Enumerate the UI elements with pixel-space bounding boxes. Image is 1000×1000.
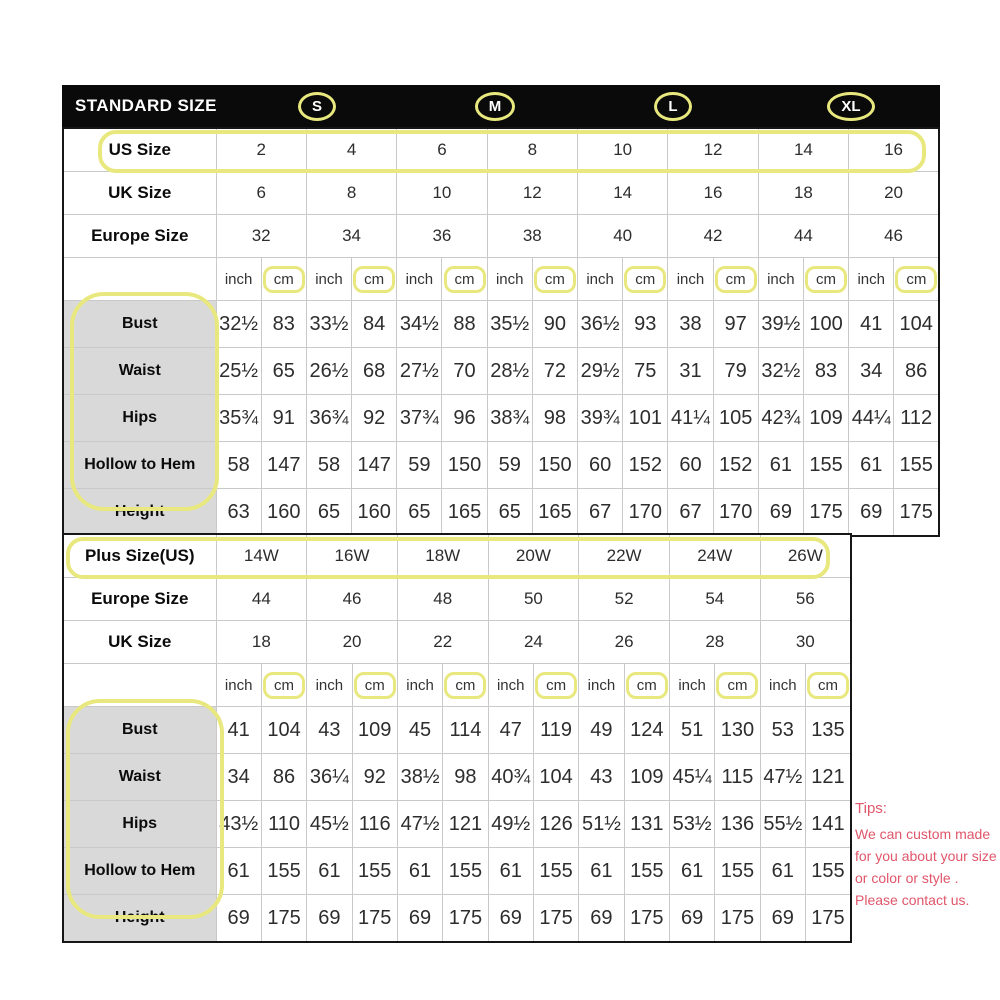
tips-line: or color or style . [855, 870, 959, 886]
measurement-value-cell: 40¾ [488, 754, 533, 801]
size-value-cell: 56 [760, 578, 851, 621]
measurement-value-cell: 36¾ [306, 395, 351, 442]
cm-header-cell [443, 664, 488, 707]
inch-header-cell: inch [397, 258, 442, 301]
measurement-value-cell: 58 [306, 442, 351, 489]
size-value-cell: 44 [758, 215, 848, 258]
tips-line: Please contact us. [855, 892, 970, 908]
inch-header-cell: inch [760, 664, 805, 707]
measurement-value-cell: 34 [216, 754, 261, 801]
measurement-value-cell: 41 [216, 707, 261, 754]
measurement-value-cell: 124 [624, 707, 669, 754]
inch-header-cell: inch [578, 258, 623, 301]
size-value-cell: 32 [216, 215, 306, 258]
size-row [63, 172, 939, 215]
measurement-value-cell: 114 [443, 707, 488, 754]
cm-header-cell [715, 664, 760, 707]
measure-row [63, 895, 851, 943]
row-label: UK Size [63, 621, 216, 664]
size-value-cell: 36 [397, 215, 487, 258]
size-value-cell: 38 [487, 215, 577, 258]
measurement-value-cell: 83 [261, 301, 306, 348]
measurement-value-cell: 121 [443, 801, 488, 848]
measure-row [63, 707, 851, 754]
measurement-value-cell: 61 [216, 848, 261, 895]
measurement-value-cell: 170 [713, 489, 758, 537]
size-group-s [228, 92, 406, 121]
size-letter-oval: XL [827, 92, 874, 121]
standard-size-header-bar [62, 85, 940, 127]
unit-row-empty-label [63, 664, 216, 707]
measurement-value-cell: 34 [849, 348, 894, 395]
measurement-label: Waist [63, 754, 216, 801]
measurement-value-cell: 91 [261, 395, 306, 442]
measurement-value-cell: 155 [443, 848, 488, 895]
measurement-value-cell: 43 [307, 707, 352, 754]
size-value-cell: 20W [488, 534, 579, 578]
measurement-label: Hips [63, 395, 216, 442]
size-value-cell: 16 [849, 128, 939, 172]
size-value-cell: 46 [307, 578, 398, 621]
unit-row [63, 258, 939, 301]
cm-highlight-box: cm [895, 266, 937, 293]
measurement-value-cell: 152 [713, 442, 758, 489]
measurement-value-cell: 43½ [216, 801, 261, 848]
size-value-cell: 20 [849, 172, 939, 215]
measurement-value-cell: 92 [352, 754, 397, 801]
standard-size-table [62, 85, 940, 537]
measurement-value-cell: 100 [803, 301, 848, 348]
size-value-cell: 14 [758, 128, 848, 172]
measurement-value-cell: 170 [623, 489, 668, 537]
measurement-value-cell: 109 [352, 707, 397, 754]
measurement-value-cell: 69 [758, 489, 803, 537]
inch-header-cell: inch [487, 258, 532, 301]
measurement-value-cell: 86 [261, 754, 306, 801]
measurement-value-cell: 69 [849, 489, 894, 537]
size-value-cell: 54 [669, 578, 760, 621]
size-value-cell: 30 [760, 621, 851, 664]
measurement-value-cell: 61 [579, 848, 624, 895]
measurement-value-cell: 69 [307, 895, 352, 943]
cm-highlight-box: cm [626, 672, 668, 699]
cm-header-cell [894, 258, 939, 301]
measurement-value-cell: 88 [442, 301, 487, 348]
cm-highlight-box: cm [444, 266, 486, 293]
cm-header-cell [532, 258, 577, 301]
measurement-value-cell: 175 [803, 489, 848, 537]
measurement-value-cell: 86 [894, 348, 939, 395]
measurement-value-cell: 75 [623, 348, 668, 395]
measurement-value-cell: 61 [397, 848, 442, 895]
measurement-value-cell: 47½ [760, 754, 805, 801]
measurement-value-cell: 69 [488, 895, 533, 943]
measurement-label: Hips [63, 801, 216, 848]
size-value-cell: 18 [758, 172, 848, 215]
row-label: Europe Size [63, 215, 216, 258]
measure-row [63, 442, 939, 489]
measurement-value-cell: 97 [713, 301, 758, 348]
measurement-value-cell: 55½ [760, 801, 805, 848]
measurement-value-cell: 35¾ [216, 395, 261, 442]
size-row [63, 621, 851, 664]
measurement-value-cell: 69 [216, 895, 261, 943]
measurement-value-cell: 32½ [216, 301, 261, 348]
size-value-cell: 26 [579, 621, 670, 664]
measurement-value-cell: 45 [397, 707, 442, 754]
measurement-label: Bust [63, 301, 216, 348]
measurement-value-cell: 26½ [306, 348, 351, 395]
size-value-cell: 16W [307, 534, 398, 578]
cm-highlight-box: cm [263, 266, 305, 293]
cm-header-cell [713, 258, 758, 301]
size-value-cell: 14 [578, 172, 668, 215]
cm-highlight-box: cm [535, 672, 577, 699]
size-value-cell: 52 [579, 578, 670, 621]
size-value-cell: 24 [488, 621, 579, 664]
measurement-value-cell: 61 [669, 848, 714, 895]
plus-size-table [62, 533, 852, 943]
measurement-value-cell: 121 [805, 754, 851, 801]
measurement-value-cell: 53½ [669, 801, 714, 848]
row-label: UK Size [63, 172, 216, 215]
measure-row [63, 348, 939, 395]
measurement-value-cell: 83 [803, 348, 848, 395]
measurement-value-cell: 155 [624, 848, 669, 895]
measurement-value-cell: 72 [532, 348, 577, 395]
measurement-value-cell: 69 [579, 895, 624, 943]
measurement-label: Hollow to Hem [63, 848, 216, 895]
measurement-value-cell: 79 [713, 348, 758, 395]
measurement-value-cell: 98 [532, 395, 577, 442]
measurement-value-cell: 60 [578, 442, 623, 489]
inch-header-cell: inch [307, 664, 352, 707]
cm-header-cell [803, 258, 848, 301]
size-value-cell: 16 [668, 172, 758, 215]
size-value-cell: 22 [397, 621, 488, 664]
measurement-value-cell: 61 [307, 848, 352, 895]
size-value-cell: 40 [578, 215, 668, 258]
size-value-cell: 20 [307, 621, 398, 664]
measurement-value-cell: 150 [532, 442, 577, 489]
size-value-cell: 8 [487, 128, 577, 172]
measurement-value-cell: 165 [532, 489, 577, 537]
measurement-value-cell: 175 [624, 895, 669, 943]
size-letter-oval: L [654, 92, 691, 121]
measurement-value-cell: 96 [442, 395, 487, 442]
measurement-value-cell: 39¾ [578, 395, 623, 442]
size-row [63, 215, 939, 258]
row-label: Plus Size(US) [63, 534, 216, 578]
size-value-cell: 34 [306, 215, 396, 258]
measurement-value-cell: 68 [352, 348, 397, 395]
size-value-cell: 12 [668, 128, 758, 172]
measurement-value-cell: 67 [668, 489, 713, 537]
cm-header-cell [261, 664, 306, 707]
size-value-cell: 48 [397, 578, 488, 621]
measurement-value-cell: 131 [624, 801, 669, 848]
inch-header-cell: inch [849, 258, 894, 301]
size-value-cell: 22W [579, 534, 670, 578]
measurement-value-cell: 84 [352, 301, 397, 348]
cm-header-cell [442, 258, 487, 301]
measurement-value-cell: 36¼ [307, 754, 352, 801]
measurement-value-cell: 175 [894, 489, 939, 537]
measurement-value-cell: 61 [488, 848, 533, 895]
measurement-value-cell: 93 [623, 301, 668, 348]
measure-row [63, 395, 939, 442]
measurement-value-cell: 65 [397, 489, 442, 537]
measurement-value-cell: 63 [216, 489, 261, 537]
measurement-value-cell: 65 [487, 489, 532, 537]
measurement-value-cell: 112 [894, 395, 939, 442]
measurement-value-cell: 175 [715, 895, 760, 943]
cm-highlight-box: cm [805, 266, 847, 293]
size-row [63, 578, 851, 621]
measurement-value-cell: 152 [623, 442, 668, 489]
inch-header-cell: inch [397, 664, 442, 707]
measure-row [63, 754, 851, 801]
measurement-value-cell: 69 [760, 895, 805, 943]
measurement-value-cell: 58 [216, 442, 261, 489]
measurement-value-cell: 92 [352, 395, 397, 442]
cm-header-cell [352, 664, 397, 707]
cm-header-cell [624, 664, 669, 707]
cm-header-cell [533, 664, 578, 707]
measurement-value-cell: 34½ [397, 301, 442, 348]
size-value-cell: 12 [487, 172, 577, 215]
measurement-value-cell: 109 [803, 395, 848, 442]
size-group-l [584, 92, 762, 121]
cm-highlight-box: cm [263, 672, 305, 699]
measurement-value-cell: 135 [805, 707, 851, 754]
unit-row [63, 664, 851, 707]
plus-size-grid [62, 533, 852, 943]
measurement-value-cell: 104 [894, 301, 939, 348]
measurement-value-cell: 59 [487, 442, 532, 489]
measurement-value-cell: 27½ [397, 348, 442, 395]
cm-highlight-box: cm [354, 672, 396, 699]
size-value-cell: 26W [760, 534, 851, 578]
measurement-value-cell: 90 [532, 301, 577, 348]
measurement-value-cell: 160 [261, 489, 306, 537]
measurement-value-cell: 104 [533, 754, 578, 801]
cm-highlight-box: cm [353, 266, 395, 293]
measurement-value-cell: 25½ [216, 348, 261, 395]
measurement-value-cell: 38½ [397, 754, 442, 801]
measure-row [63, 489, 939, 537]
cm-header-cell [261, 258, 306, 301]
measurement-value-cell: 119 [533, 707, 578, 754]
cm-highlight-box: cm [624, 266, 666, 293]
measurement-value-cell: 51 [669, 707, 714, 754]
inch-header-cell: inch [488, 664, 533, 707]
measurement-value-cell: 49½ [488, 801, 533, 848]
inch-header-cell: inch [668, 258, 713, 301]
row-label: Europe Size [63, 578, 216, 621]
measurement-value-cell: 160 [352, 489, 397, 537]
measurement-label: Height [63, 895, 216, 943]
measurement-value-cell: 35½ [487, 301, 532, 348]
measurement-value-cell: 105 [713, 395, 758, 442]
tips-line: for you about your size [855, 848, 997, 864]
measurement-value-cell: 115 [715, 754, 760, 801]
measurement-value-cell: 38 [668, 301, 713, 348]
measurement-value-cell: 44¼ [849, 395, 894, 442]
measurement-value-cell: 110 [261, 801, 306, 848]
measurement-value-cell: 59 [397, 442, 442, 489]
cm-header-cell [805, 664, 851, 707]
measurement-value-cell: 41 [849, 301, 894, 348]
measurement-value-cell: 70 [442, 348, 487, 395]
cm-header-cell [352, 258, 397, 301]
inch-header-cell: inch [216, 258, 261, 301]
measurement-value-cell: 101 [623, 395, 668, 442]
measurement-value-cell: 31 [668, 348, 713, 395]
standard-size-grid [62, 127, 940, 537]
size-value-cell: 10 [397, 172, 487, 215]
measurement-value-cell: 155 [803, 442, 848, 489]
measurement-value-cell: 155 [805, 848, 851, 895]
measurement-value-cell: 109 [624, 754, 669, 801]
size-value-cell: 6 [216, 172, 306, 215]
measurement-value-cell: 126 [533, 801, 578, 848]
unit-row-empty-label [63, 258, 216, 301]
measurement-value-cell: 136 [715, 801, 760, 848]
tips-lines [855, 823, 1000, 911]
measurement-value-cell: 49 [579, 707, 624, 754]
measurement-value-cell: 165 [442, 489, 487, 537]
size-value-cell: 24W [669, 534, 760, 578]
measurement-label: Height [63, 489, 216, 537]
measurement-value-cell: 175 [533, 895, 578, 943]
measurement-value-cell: 47 [488, 707, 533, 754]
size-value-cell: 14W [216, 534, 307, 578]
measurement-value-cell: 155 [533, 848, 578, 895]
measurement-value-cell: 155 [261, 848, 306, 895]
size-value-cell: 18W [397, 534, 488, 578]
measurement-value-cell: 175 [261, 895, 306, 943]
measurement-value-cell: 36½ [578, 301, 623, 348]
size-value-cell: 10 [578, 128, 668, 172]
tips-note [855, 800, 1000, 911]
measurement-value-cell: 61 [758, 442, 803, 489]
measurement-value-cell: 65 [306, 489, 351, 537]
measurement-value-cell: 41¼ [668, 395, 713, 442]
measure-row [63, 301, 939, 348]
measurement-value-cell: 45¼ [669, 754, 714, 801]
measurement-value-cell: 32½ [758, 348, 803, 395]
size-value-cell: 28 [669, 621, 760, 664]
size-value-cell: 18 [216, 621, 307, 664]
measure-row [63, 848, 851, 895]
size-value-cell: 44 [216, 578, 307, 621]
size-value-cell: 4 [306, 128, 396, 172]
inch-header-cell: inch [306, 258, 351, 301]
size-row [63, 534, 851, 578]
size-value-cell: 50 [488, 578, 579, 621]
measurement-value-cell: 69 [397, 895, 442, 943]
cm-highlight-box: cm [807, 672, 849, 699]
measurement-value-cell: 43 [579, 754, 624, 801]
tips-title: Tips: [855, 800, 887, 817]
measurement-value-cell: 60 [668, 442, 713, 489]
measurement-value-cell: 155 [715, 848, 760, 895]
inch-header-cell: inch [579, 664, 624, 707]
measure-row [63, 801, 851, 848]
cm-header-cell [623, 258, 668, 301]
measurement-value-cell: 45½ [307, 801, 352, 848]
measurement-value-cell: 65 [261, 348, 306, 395]
measurement-label: Waist [63, 348, 216, 395]
measurement-value-cell: 155 [894, 442, 939, 489]
measurement-value-cell: 51½ [579, 801, 624, 848]
cm-highlight-box: cm [716, 672, 758, 699]
size-letter-oval: S [298, 92, 336, 121]
tips-line: We can custom made [855, 826, 991, 842]
measurement-value-cell: 69 [669, 895, 714, 943]
size-row [63, 128, 939, 172]
size-value-cell: 2 [216, 128, 306, 172]
measurement-value-cell: 37¾ [397, 395, 442, 442]
measurement-value-cell: 155 [352, 848, 397, 895]
size-group-xl [762, 92, 940, 121]
measurement-value-cell: 47½ [397, 801, 442, 848]
measurement-value-cell: 147 [261, 442, 306, 489]
measurement-value-cell: 39½ [758, 301, 803, 348]
measurement-value-cell: 38¾ [487, 395, 532, 442]
measurement-value-cell: 141 [805, 801, 851, 848]
size-value-cell: 8 [306, 172, 396, 215]
size-letter-oval: M [475, 92, 516, 121]
size-value-cell: 6 [397, 128, 487, 172]
measurement-value-cell: 147 [352, 442, 397, 489]
inch-header-cell: inch [669, 664, 714, 707]
inch-header-cell: inch [216, 664, 261, 707]
row-label: US Size [63, 128, 216, 172]
size-letter-groups [228, 92, 940, 121]
measurement-value-cell: 104 [261, 707, 306, 754]
measurement-value-cell: 175 [443, 895, 488, 943]
measurement-value-cell: 67 [578, 489, 623, 537]
measurement-label: Hollow to Hem [63, 442, 216, 489]
size-value-cell: 42 [668, 215, 758, 258]
measurement-value-cell: 29½ [578, 348, 623, 395]
measurement-value-cell: 42¾ [758, 395, 803, 442]
cm-highlight-box: cm [444, 672, 486, 699]
inch-header-cell: inch [758, 258, 803, 301]
measurement-value-cell: 130 [715, 707, 760, 754]
size-value-cell: 46 [849, 215, 939, 258]
cm-highlight-box: cm [534, 266, 576, 293]
standard-size-title: STANDARD SIZE [75, 96, 217, 115]
measurement-value-cell: 116 [352, 801, 397, 848]
measurement-value-cell: 33½ [306, 301, 351, 348]
measurement-value-cell: 150 [442, 442, 487, 489]
size-group-m [406, 92, 584, 121]
measurement-value-cell: 53 [760, 707, 805, 754]
measurement-value-cell: 175 [805, 895, 851, 943]
measurement-value-cell: 61 [849, 442, 894, 489]
measurement-value-cell: 175 [352, 895, 397, 943]
measurement-value-cell: 28½ [487, 348, 532, 395]
measurement-value-cell: 98 [443, 754, 488, 801]
measurement-value-cell: 61 [760, 848, 805, 895]
measurement-label: Bust [63, 707, 216, 754]
cm-highlight-box: cm [715, 266, 757, 293]
